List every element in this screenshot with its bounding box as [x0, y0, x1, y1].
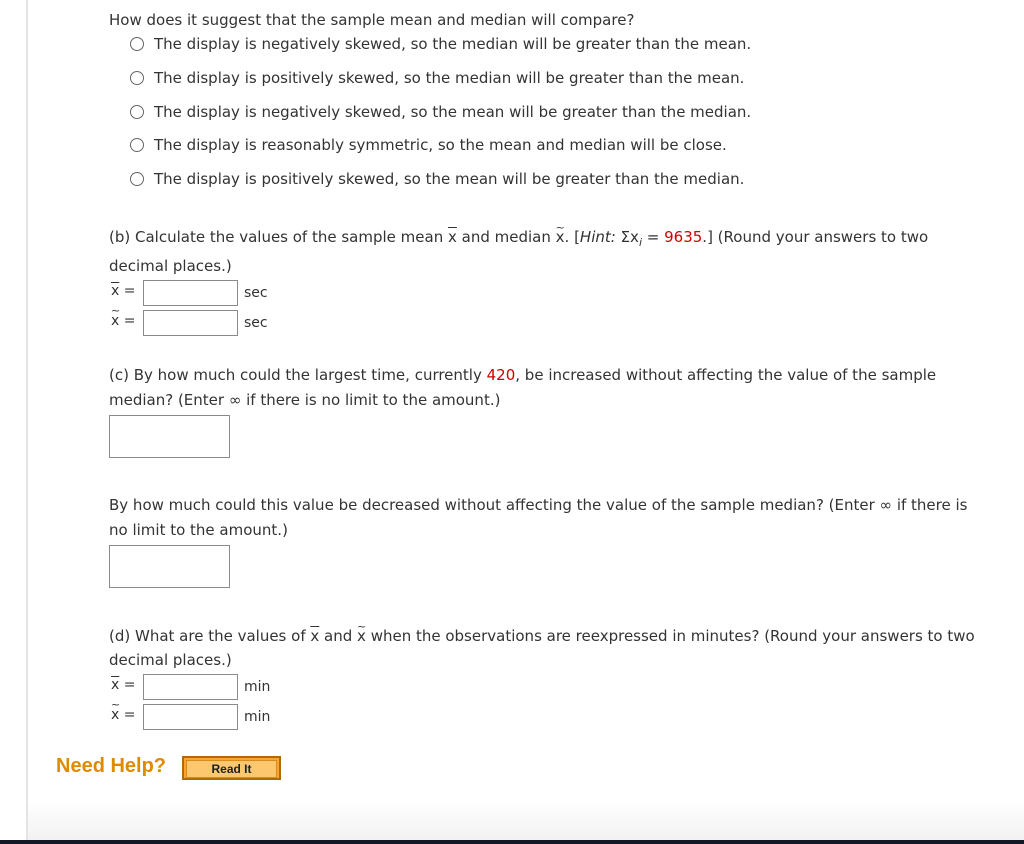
- part-c-prompt: [109, 365, 936, 385]
- mean-unit-min: min: [244, 679, 271, 695]
- decrease-prompt: By how much could this value be decreased without affecting the value of the sample median? (Enter ∞ if there is: [109, 496, 968, 514]
- part-b-prompt: [109, 227, 928, 253]
- option-5[interactable]: [130, 169, 744, 189]
- x-bar-symbol: $\overline{x}$: [447, 228, 457, 246]
- increase-input[interactable]: [109, 415, 230, 458]
- equals-sign: =: [123, 313, 136, 329]
- option-label: The display is reasonably symmetric, so the mean and median will be close.: [154, 136, 727, 154]
- part-d-text: and: [319, 627, 358, 645]
- hint-equals: =: [642, 228, 665, 246]
- need-help-label: Need Help?: [56, 755, 167, 777]
- left-divider: [26, 0, 28, 840]
- part-c-text: , be increased without affecting the value of the sample: [515, 366, 937, 384]
- part-b-prompt-line2: decimal places.): [109, 257, 232, 275]
- option-4[interactable]: [130, 135, 727, 155]
- mean-label-min: [111, 677, 135, 693]
- part-d-text: when the observations are reexpressed in minutes? (Round your answers to two: [365, 627, 975, 645]
- mean-input-min[interactable]: [143, 674, 238, 700]
- decrease-input[interactable]: [109, 545, 230, 588]
- option-label: The display is negatively skewed, so the mean will be greater than the median.: [154, 103, 752, 121]
- part-d-text: (d) What are the values of: [109, 627, 311, 645]
- part-d-prompt: [109, 626, 975, 646]
- option-1[interactable]: [130, 34, 751, 54]
- bottom-shade: [28, 800, 1024, 840]
- median-input-sec[interactable]: [143, 310, 238, 336]
- option-2[interactable]: [130, 68, 744, 88]
- question-a-prompt: How does it suggest that the sample mean and median will compare?: [109, 11, 635, 29]
- part-d-prompt-line2: decimal places.): [109, 651, 232, 669]
- radio-button[interactable]: [130, 172, 144, 186]
- radio-button[interactable]: [130, 138, 144, 152]
- equals-sign: =: [123, 677, 136, 693]
- mean-unit: sec: [244, 285, 268, 301]
- read-it-button[interactable]: [182, 756, 281, 780]
- decrease-prompt-line2: no limit to the amount.): [109, 521, 288, 539]
- median-label: [111, 313, 135, 329]
- option-label: The display is positively skewed, so the mean will be greater than the median.: [154, 170, 745, 188]
- part-b-text: and median: [456, 228, 556, 246]
- hint-label: Hint:: [579, 228, 616, 246]
- part-c-text: (c) By how much could the largest time, currently: [109, 366, 487, 384]
- option-label: The display is positively skewed, so the median will be greater than the mean.: [154, 69, 745, 87]
- x-tilde-symbol: ~ x: [111, 707, 119, 723]
- read-it-label: Read It: [186, 760, 277, 778]
- hint-subscript: i: [638, 236, 642, 249]
- x-tilde-symbol: ~ x: [357, 626, 366, 646]
- x-tilde-symbol: ~ x: [556, 227, 565, 247]
- equals-sign: =: [123, 707, 136, 723]
- hint-sum: Σx: [615, 228, 639, 246]
- part-b-text: (b) Calculate the values of the sample mean: [109, 228, 448, 246]
- mean-label: [111, 283, 135, 299]
- median-input-min[interactable]: [143, 704, 238, 730]
- x-bar-symbol: $\overline{x}$: [111, 283, 120, 299]
- x-tilde-symbol: ~ x: [111, 313, 119, 329]
- median-unit: sec: [244, 315, 268, 331]
- bottom-bar: [0, 840, 1024, 844]
- radio-button[interactable]: [130, 37, 144, 51]
- radio-button[interactable]: [130, 105, 144, 119]
- x-bar-symbol: $\overline{x}$: [111, 677, 120, 693]
- option-label: The display is negatively skewed, so the median will be greater than the mean.: [154, 35, 752, 53]
- median-unit-min: min: [244, 709, 271, 725]
- equals-sign: =: [123, 283, 136, 299]
- part-b-text: . [: [564, 228, 580, 246]
- option-3[interactable]: [130, 102, 751, 122]
- hint-value: 9635: [664, 228, 703, 246]
- part-b-text: .] (Round your answers to two: [702, 228, 929, 246]
- current-largest-value: 420: [486, 366, 516, 384]
- radio-button[interactable]: [130, 71, 144, 85]
- part-c-prompt-line2: median? (Enter ∞ if there is no limit to the amount.): [109, 391, 501, 409]
- x-bar-symbol: $\overline{x}$: [310, 627, 320, 645]
- median-label-min: [111, 707, 135, 723]
- mean-input-sec[interactable]: [143, 280, 238, 306]
